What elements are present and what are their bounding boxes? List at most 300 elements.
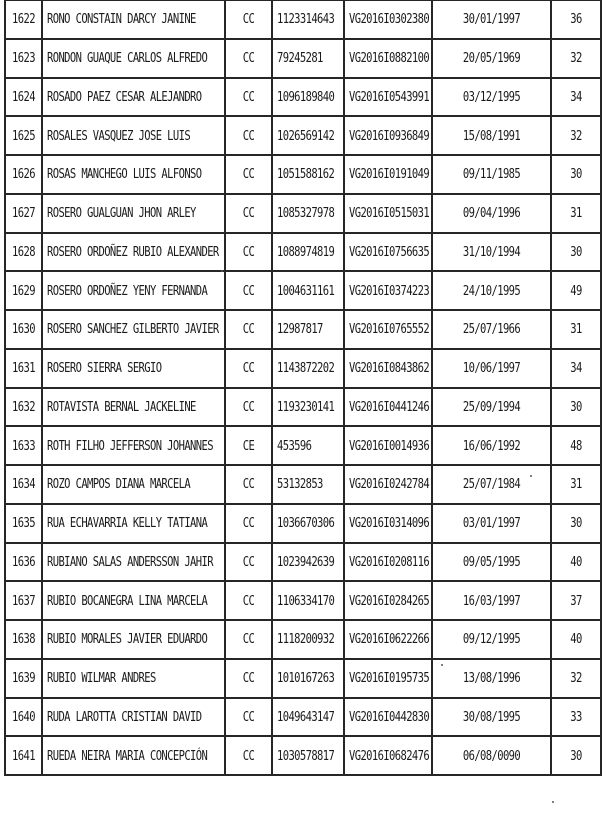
age-cell (551, 465, 601, 504)
full-name-cell (42, 310, 225, 349)
table-row (5, 1, 601, 39)
age-text: 31 (570, 321, 582, 337)
full-name-text: ROSERO SANCHEZ GILBERTO JAVIER (47, 321, 219, 337)
table-row (5, 233, 601, 272)
age-text: 48 (570, 438, 582, 454)
document-type-cell (225, 620, 272, 659)
document-type-cell (225, 39, 272, 78)
document-number-cell (272, 543, 344, 582)
registration-code-text: VG2016I0515031 (349, 205, 430, 221)
date-cell (432, 310, 551, 349)
scan-speck (530, 475, 532, 477)
date-text: 13/08/1996 (462, 670, 521, 686)
age-cell (551, 78, 601, 117)
document-number-text: 79245281 (277, 50, 323, 66)
full-name-text: RUA ECHAVARRIA KELLY TATIANA (47, 515, 208, 531)
date-cell (432, 465, 551, 504)
row-number-cell (5, 620, 42, 659)
age-cell (551, 426, 601, 465)
document-type-cell (225, 116, 272, 155)
table-row (5, 271, 601, 310)
document-type-cell (225, 543, 272, 582)
registration-code-text: VG2016I0441246 (349, 399, 430, 415)
roster-table (4, 0, 602, 776)
date-text: 25/07/1966 (462, 321, 521, 337)
document-number-cell (272, 349, 344, 388)
row-number-cell (5, 465, 42, 504)
age-text: 30 (570, 166, 582, 182)
row-number-text: 1633 (12, 438, 35, 454)
age-text: 33 (570, 709, 582, 725)
document-type-cell (225, 1, 272, 39)
date-text: 09/04/1996 (462, 205, 521, 221)
registration-code-text: VG2016I0014936 (349, 438, 430, 454)
document-number-cell (272, 698, 344, 737)
row-number-text: 1637 (12, 593, 35, 609)
row-number-cell (5, 1, 42, 39)
full-name-cell (42, 233, 225, 272)
row-number-text: 1641 (12, 748, 35, 764)
document-type-text: CC (242, 360, 255, 376)
document-number-cell (272, 659, 344, 698)
full-name-text: ROSERO ORDOÑEZ RUBIO ALEXANDER (47, 244, 219, 260)
age-cell (551, 581, 601, 620)
row-number-text: 1639 (12, 670, 35, 686)
row-number-text: 1622 (12, 11, 35, 27)
full-name-cell (42, 271, 225, 310)
date-cell (432, 581, 551, 620)
document-number-cell (272, 116, 344, 155)
document-type-text: CC (242, 748, 255, 764)
document-number-cell (272, 465, 344, 504)
registration-code-text: VG2016I0195735 (349, 670, 430, 686)
document-type-cell (225, 736, 272, 775)
row-number-cell (5, 310, 42, 349)
date-text: 09/12/1995 (462, 631, 521, 647)
table-row (5, 736, 601, 775)
table-row (5, 543, 601, 582)
registration-code-text: VG2016I0843862 (349, 360, 430, 376)
date-text: 09/11/1985 (462, 166, 521, 182)
date-cell (432, 155, 551, 194)
date-cell (432, 78, 551, 117)
document-number-text: 1036670306 (277, 515, 335, 531)
document-type-cell (225, 659, 272, 698)
age-cell (551, 310, 601, 349)
document-type-cell (225, 426, 272, 465)
date-cell (432, 659, 551, 698)
registration-code-text: VG2016I0191049 (349, 166, 430, 182)
registration-code-text: VG2016I0242784 (349, 476, 430, 492)
age-text: 32 (570, 128, 582, 144)
registration-code-text: VG2016I0442830 (349, 709, 430, 725)
document-type-text: CC (242, 166, 255, 182)
row-number-cell (5, 349, 42, 388)
full-name-cell (42, 426, 225, 465)
age-cell (551, 736, 601, 775)
document-type-text: CC (242, 631, 255, 647)
registration-code-text: VG2016I0622266 (349, 631, 430, 647)
document-number-text: 453596 (277, 438, 312, 454)
document-number-text: 1096189840 (277, 89, 335, 105)
registration-code-cell (344, 194, 432, 233)
row-number-cell (5, 116, 42, 155)
date-cell (432, 504, 551, 543)
registration-code-cell (344, 543, 432, 582)
full-name-cell (42, 349, 225, 388)
full-name-text: RONDON GUAQUE CARLOS ALFREDO (47, 50, 208, 66)
document-number-cell (272, 233, 344, 272)
document-number-cell (272, 736, 344, 775)
scan-speck (441, 664, 443, 666)
age-text: 40 (570, 554, 582, 570)
registration-code-cell (344, 310, 432, 349)
row-number-text: 1638 (12, 631, 35, 647)
date-text: 16/03/1997 (462, 593, 521, 609)
table-row (5, 310, 601, 349)
document-number-text: 1143872202 (277, 360, 335, 376)
document-type-text: CC (242, 128, 255, 144)
date-text: 09/05/1995 (462, 554, 521, 570)
document-type-cell (225, 155, 272, 194)
row-number-cell (5, 581, 42, 620)
registration-code-cell (344, 233, 432, 272)
registration-code-text: VG2016I0936849 (349, 128, 430, 144)
date-cell (432, 271, 551, 310)
roster-body (5, 1, 601, 776)
date-cell (432, 426, 551, 465)
row-number-text: 1634 (12, 476, 35, 492)
row-number-text: 1631 (12, 360, 35, 376)
document-type-text: CC (242, 321, 255, 337)
registration-code-text: VG2016I0756635 (349, 244, 430, 260)
row-number-cell (5, 426, 42, 465)
full-name-text: ROSERO SIERRA SERGIO (47, 360, 162, 376)
row-number-text: 1630 (12, 321, 35, 337)
table-row (5, 465, 601, 504)
document-number-cell (272, 271, 344, 310)
full-name-text: ROSERO ORDOÑEZ YENY FERNANDA (47, 283, 208, 299)
row-number-cell (5, 543, 42, 582)
full-name-text: ROZO CAMPOS DIANA MARCELA (47, 476, 191, 492)
full-name-text: RUBIO BOCANEGRA LINA MARCELA (47, 593, 208, 609)
registration-code-text: VG2016I0765552 (349, 321, 430, 337)
document-type-text: CC (242, 205, 255, 221)
document-number-text: 1106334170 (277, 593, 335, 609)
registration-code-cell (344, 465, 432, 504)
table-row (5, 504, 601, 543)
age-cell (551, 543, 601, 582)
table-row (5, 39, 601, 78)
document-number-text: 12987817 (277, 321, 323, 337)
document-type-cell (225, 388, 272, 427)
table-row (5, 155, 601, 194)
registration-code-cell (344, 504, 432, 543)
date-text: 30/01/1997 (462, 11, 521, 27)
document-type-text: CC (242, 709, 255, 725)
document-type-text: CC (242, 244, 255, 260)
age-text: 30 (570, 748, 582, 764)
registration-code-text: VG2016I0208116 (349, 554, 430, 570)
date-cell (432, 39, 551, 78)
age-cell (551, 620, 601, 659)
row-number-text: 1625 (12, 128, 35, 144)
full-name-text: ROSALES VASQUEZ JOSE LUIS (47, 128, 191, 144)
date-text: 03/12/1995 (462, 89, 521, 105)
document-number-text: 1010167263 (277, 670, 335, 686)
row-number-text: 1626 (12, 166, 35, 182)
full-name-text: RUDA LAROTTA CRISTIAN DAVID (47, 709, 202, 725)
row-number-text: 1623 (12, 50, 35, 66)
scan-speck (221, 270, 223, 272)
age-cell (551, 271, 601, 310)
document-type-text: CC (242, 11, 255, 27)
registration-code-text: VG2016I0374223 (349, 283, 430, 299)
document-number-text: 1026569142 (277, 128, 335, 144)
row-number-cell (5, 233, 42, 272)
registration-code-text: VG2016I0682476 (349, 748, 430, 764)
date-cell (432, 736, 551, 775)
full-name-text: ROSAS MANCHEGO LUIS ALFONSO (47, 166, 202, 182)
date-cell (432, 698, 551, 737)
row-number-cell (5, 271, 42, 310)
age-text: 40 (570, 631, 582, 647)
age-text: 30 (570, 244, 582, 260)
age-cell (551, 698, 601, 737)
document-number-cell (272, 1, 344, 39)
table-row (5, 349, 601, 388)
full-name-cell (42, 1, 225, 39)
document-number-text: 1123314643 (277, 11, 335, 27)
document-type-text: CC (242, 670, 255, 686)
row-number-cell (5, 388, 42, 427)
document-type-cell (225, 465, 272, 504)
row-number-text: 1627 (12, 205, 35, 221)
row-number-text: 1635 (12, 515, 35, 531)
row-number-text: 1636 (12, 554, 35, 570)
date-text: 10/06/1997 (462, 360, 521, 376)
full-name-cell (42, 194, 225, 233)
table-row (5, 194, 601, 233)
age-text: 31 (570, 205, 582, 221)
date-cell (432, 233, 551, 272)
full-name-cell (42, 78, 225, 117)
age-text: 30 (570, 515, 582, 531)
document-type-cell (225, 310, 272, 349)
full-name-text: RUBIO WILMAR ANDRES (47, 670, 156, 686)
row-number-text: 1624 (12, 89, 35, 105)
row-number-cell (5, 698, 42, 737)
registration-code-cell (344, 78, 432, 117)
date-text: 06/08/0090 (462, 748, 521, 764)
document-sheet (4, 0, 600, 806)
full-name-cell (42, 504, 225, 543)
full-name-cell (42, 155, 225, 194)
document-number-cell (272, 426, 344, 465)
age-text: 34 (570, 360, 582, 376)
document-type-text: CC (242, 593, 255, 609)
age-cell (551, 194, 601, 233)
age-cell (551, 233, 601, 272)
full-name-cell (42, 388, 225, 427)
full-name-cell (42, 698, 225, 737)
row-number-text: 1629 (12, 283, 35, 299)
full-name-text: ROTH FILHO JEFFERSON JOHANNES (47, 438, 213, 454)
registration-code-cell (344, 736, 432, 775)
registration-code-cell (344, 349, 432, 388)
registration-code-text: VG2016I0882100 (349, 50, 430, 66)
full-name-cell (42, 39, 225, 78)
full-name-text: RUEDA NEIRA MARIA CONCEPCIÓN (47, 748, 208, 764)
document-number-text: 1051588162 (277, 166, 335, 182)
age-text: 37 (570, 593, 582, 609)
document-number-cell (272, 78, 344, 117)
document-type-cell (225, 233, 272, 272)
registration-code-cell (344, 698, 432, 737)
full-name-text: RONO CONSTAIN DARCY JANINE (47, 11, 196, 27)
date-cell (432, 1, 551, 39)
full-name-text: RUBIO MORALES JAVIER EDUARDO (47, 631, 208, 647)
registration-code-cell (344, 271, 432, 310)
scan-speck (552, 801, 554, 803)
age-text: 30 (570, 399, 582, 415)
date-text: 31/10/1994 (462, 244, 521, 260)
age-text: 34 (570, 89, 582, 105)
registration-code-cell (344, 620, 432, 659)
full-name-cell (42, 659, 225, 698)
age-cell (551, 504, 601, 543)
date-text: 24/10/1995 (462, 283, 521, 299)
document-number-cell (272, 39, 344, 78)
age-cell (551, 659, 601, 698)
full-name-text: ROTAVISTA BERNAL JACKELINE (47, 399, 196, 415)
age-text: 32 (570, 50, 582, 66)
registration-code-cell (344, 155, 432, 194)
age-text: 32 (570, 670, 582, 686)
registration-code-text: VG2016I0314096 (349, 515, 430, 531)
document-number-cell (272, 310, 344, 349)
table-row (5, 388, 601, 427)
document-type-cell (225, 271, 272, 310)
row-number-cell (5, 504, 42, 543)
document-type-text: CC (242, 283, 255, 299)
document-number-text: 1088974819 (277, 244, 335, 260)
document-type-text: CC (242, 50, 255, 66)
document-type-text: CC (242, 515, 255, 531)
row-number-cell (5, 194, 42, 233)
document-number-text: 1193230141 (277, 399, 335, 415)
registration-code-cell (344, 426, 432, 465)
date-text: 30/08/1995 (462, 709, 521, 725)
date-text: 25/09/1994 (462, 399, 521, 415)
full-name-cell (42, 581, 225, 620)
document-type-cell (225, 349, 272, 388)
full-name-text: ROSERO GUALGUAN JHON ARLEY (47, 205, 196, 221)
table-row (5, 698, 601, 737)
document-type-text: CE (242, 438, 255, 454)
age-cell (551, 388, 601, 427)
age-cell (551, 1, 601, 39)
full-name-cell (42, 116, 225, 155)
row-number-cell (5, 659, 42, 698)
document-type-cell (225, 78, 272, 117)
date-cell (432, 543, 551, 582)
age-text: 49 (570, 283, 582, 299)
age-cell (551, 155, 601, 194)
document-number-text: 1030578817 (277, 748, 335, 764)
table-row (5, 116, 601, 155)
full-name-cell (42, 736, 225, 775)
registration-code-cell (344, 659, 432, 698)
document-number-cell (272, 581, 344, 620)
document-type-text: CC (242, 554, 255, 570)
full-name-text: ROSADO PAEZ CESAR ALEJANDRO (47, 89, 202, 105)
age-cell (551, 116, 601, 155)
row-number-text: 1632 (12, 399, 35, 415)
document-number-text: 1118200932 (277, 631, 335, 647)
row-number-text: 1640 (12, 709, 35, 725)
age-cell (551, 39, 601, 78)
date-text: 16/06/1992 (462, 438, 521, 454)
row-number-cell (5, 155, 42, 194)
document-type-text: CC (242, 89, 255, 105)
table-row (5, 659, 601, 698)
document-type-cell (225, 698, 272, 737)
date-text: 15/08/1991 (462, 128, 521, 144)
row-number-text: 1628 (12, 244, 35, 260)
registration-code-cell (344, 1, 432, 39)
registration-code-cell (344, 116, 432, 155)
registration-code-text: VG2016I0543991 (349, 89, 430, 105)
table-row (5, 620, 601, 659)
document-number-text: 53132853 (277, 476, 323, 492)
date-text: 20/05/1969 (462, 50, 521, 66)
registration-code-cell (344, 39, 432, 78)
document-number-cell (272, 155, 344, 194)
document-number-text: 1085327978 (277, 205, 335, 221)
document-number-text: 1023942639 (277, 554, 335, 570)
document-number-cell (272, 620, 344, 659)
age-text: 36 (570, 11, 582, 27)
full-name-text: RUBIANO SALAS ANDERSSON JAHIR (47, 554, 213, 570)
document-type-cell (225, 504, 272, 543)
table-row (5, 426, 601, 465)
table-row (5, 78, 601, 117)
document-number-cell (272, 504, 344, 543)
date-cell (432, 116, 551, 155)
document-type-cell (225, 194, 272, 233)
full-name-cell (42, 620, 225, 659)
full-name-cell (42, 465, 225, 504)
age-cell (551, 349, 601, 388)
registration-code-text: VG2016I0284265 (349, 593, 430, 609)
document-number-text: 1049643147 (277, 709, 335, 725)
registration-code-cell (344, 581, 432, 620)
date-text: 25/07/1984 (462, 476, 521, 492)
date-cell (432, 194, 551, 233)
document-type-cell (225, 581, 272, 620)
document-type-text: CC (242, 476, 255, 492)
table-row (5, 581, 601, 620)
date-cell (432, 620, 551, 659)
registration-code-text: VG2016I0302380 (349, 11, 430, 27)
date-cell (432, 388, 551, 427)
document-number-cell (272, 194, 344, 233)
registration-code-cell (344, 388, 432, 427)
age-text: 31 (570, 476, 582, 492)
row-number-cell (5, 736, 42, 775)
row-number-cell (5, 78, 42, 117)
